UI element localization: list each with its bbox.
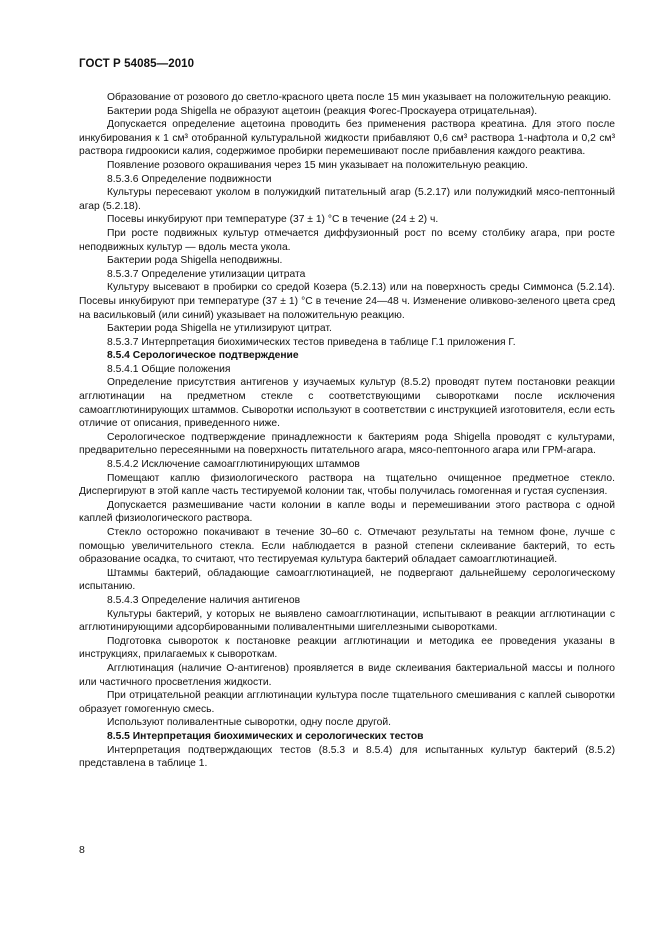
section-heading: 8.5.4.3 Определение наличия антигенов <box>107 594 301 606</box>
paragraph: Образование от розового до светло-красного цвета после 15 мин указывает на положительную реакцию. <box>107 92 612 103</box>
section-heading-bold: 8.5.4 Серологическое подтверждение <box>107 350 299 362</box>
paragraph: Бактерии рода Shigella не образуют ацетоин (реакция Фогес-Проскауера отрицательная). <box>107 105 538 117</box>
section-heading-bold: 8.5.5 Интерпретация биохимических и серологических тестов <box>107 730 424 742</box>
paragraph: Агглютинация (наличие О-антигенов) проявляется в виде склеивания бактериальной массы и полного или частичного просветления жидкости. <box>79 662 615 688</box>
paragraph: Бактерии рода Shigella не утилизируют цитрат. <box>107 323 332 335</box>
paragraph: Подготовка сывороток к постановке реакции агглютинации и методика ее проведения указаны в инструкциях, прилагаемых к сывороткам. <box>79 635 615 661</box>
paragraph: Появление розового окрашивания через 15 мин указывает на положительную реакцию. <box>107 159 528 171</box>
paragraph: Культуры пересевают уколом в полужидкий питательный агар (5.2.17) или полужидкий мясо-пептонный агар (5.2.18). <box>79 187 615 212</box>
paragraph: Используют поливалентные сыворотки, одну после другой. <box>107 717 391 729</box>
paragraph: Допускается размешивание части колонии в капле воды и перемешивании этого раствора с одной каплей физиологического раствора. <box>79 499 615 525</box>
section-heading: 8.5.3.6 Определение подвижности <box>107 173 272 185</box>
paragraph: Допускается определение ацетоина проводить без применения раствора креатина. Для этого после инкубирования к 1 см³ отобранной культуральной жидкости прибавляют 0,6 см³ раствора 1-нафтола и 0,2 см³ раствора гидроокиси калия, содержимое пробирки перемешивают после прибавления каждого реактива. <box>79 119 615 158</box>
paragraph: Штаммы бактерий, обладающие самоагглютинацией, не подвергают дальнейшему серологическому испытанию. <box>79 567 615 593</box>
paragraph: Бактерии рода Shigella неподвижны. <box>107 255 283 267</box>
paragraph: Серологическое подтверждение принадлежности к бактериям рода Shigella проводят с культурами, предварительно пересеянными на поверхность питательного агара, мясо-пептонного агара или ГРМ-агара. <box>79 431 615 457</box>
paragraph: Интерпретация подтверждающих тестов (8.5.3 и 8.5.4) для испытанных культур бактерий (8.5.2) представлена в таблице 1. <box>79 744 615 770</box>
page-number: 8 <box>79 844 85 856</box>
paragraph: 8.5.3.7 Интерпретация биохимических тестов приведена в таблице Г.1 приложения Г. <box>107 336 516 348</box>
section-heading: 8.5.3.7 Определение утилизации цитрата <box>107 268 306 280</box>
paragraph: Культуры бактерий, у которых не выявлено самоагглютинации, испытывают в реакции агглютинации с агглютинирующими адсорбированными поливалентными шигеллезными сыворотками. <box>79 608 615 634</box>
paragraph: Помещают каплю физиологического раствора на тщательно очищенное предметное стекло. Диспергируют в этой капле часть тестируемой колонии так, чтобы получилась гомогенная и густая суспензия. <box>79 472 615 498</box>
paragraph: Посевы инкубируют при температуре (37 ± 1) °С в течение (24 ± 2) ч. <box>107 214 439 226</box>
paragraph: При отрицательной реакции агглютинации культура после тщательного смешивания с каплей сыворотки образует гомогенную смесь. <box>79 690 615 715</box>
document-body <box>79 91 615 771</box>
section-heading: 8.5.4.1 Общие положения <box>107 363 231 375</box>
document-header: ГОСТ Р 54085—2010 <box>79 58 195 70</box>
paragraph: Определение присутствия антигенов у изучаемых культур (8.5.2) проводят путем постановки реакции агглютинации на предметном стекле с соответствующими сыворотками после исключения самоагглютинирующих штаммов. Сыворотки используют в соответствии с инструкцией изготовителя, если есть отличие от описания, приведенного ниже. <box>79 377 615 430</box>
section-heading: 8.5.4.2 Исключение самоагглютинирующих штаммов <box>107 459 360 471</box>
paragraph: При росте подвижных культур отмечается диффузионный рост по всему столбику агара, при росте неподвижных культур — вдоль места укола. <box>79 227 615 253</box>
paragraph: Культуру высевают в пробирки со средой Козера (5.2.13) или на поверхность среды Симмонса (5.2.14). Посевы инкубируют при температуре (37 ± 1) °С в течение 24—48 ч. Изменение оливково-зеленого цвета сред на васильковый (или синий) указывает на положительную реакцию. <box>79 282 615 321</box>
paragraph: Стекло осторожно покачивают в течение 30–60 с. Отмечают результаты на темном фоне, лучше с помощью увеличительного стекла. Если наблюдается в разной степени склеивание бактерий, то есть образование осадка, то считают, что тестируемая культура бактерий обладает самоагглютинацией. <box>79 527 615 566</box>
